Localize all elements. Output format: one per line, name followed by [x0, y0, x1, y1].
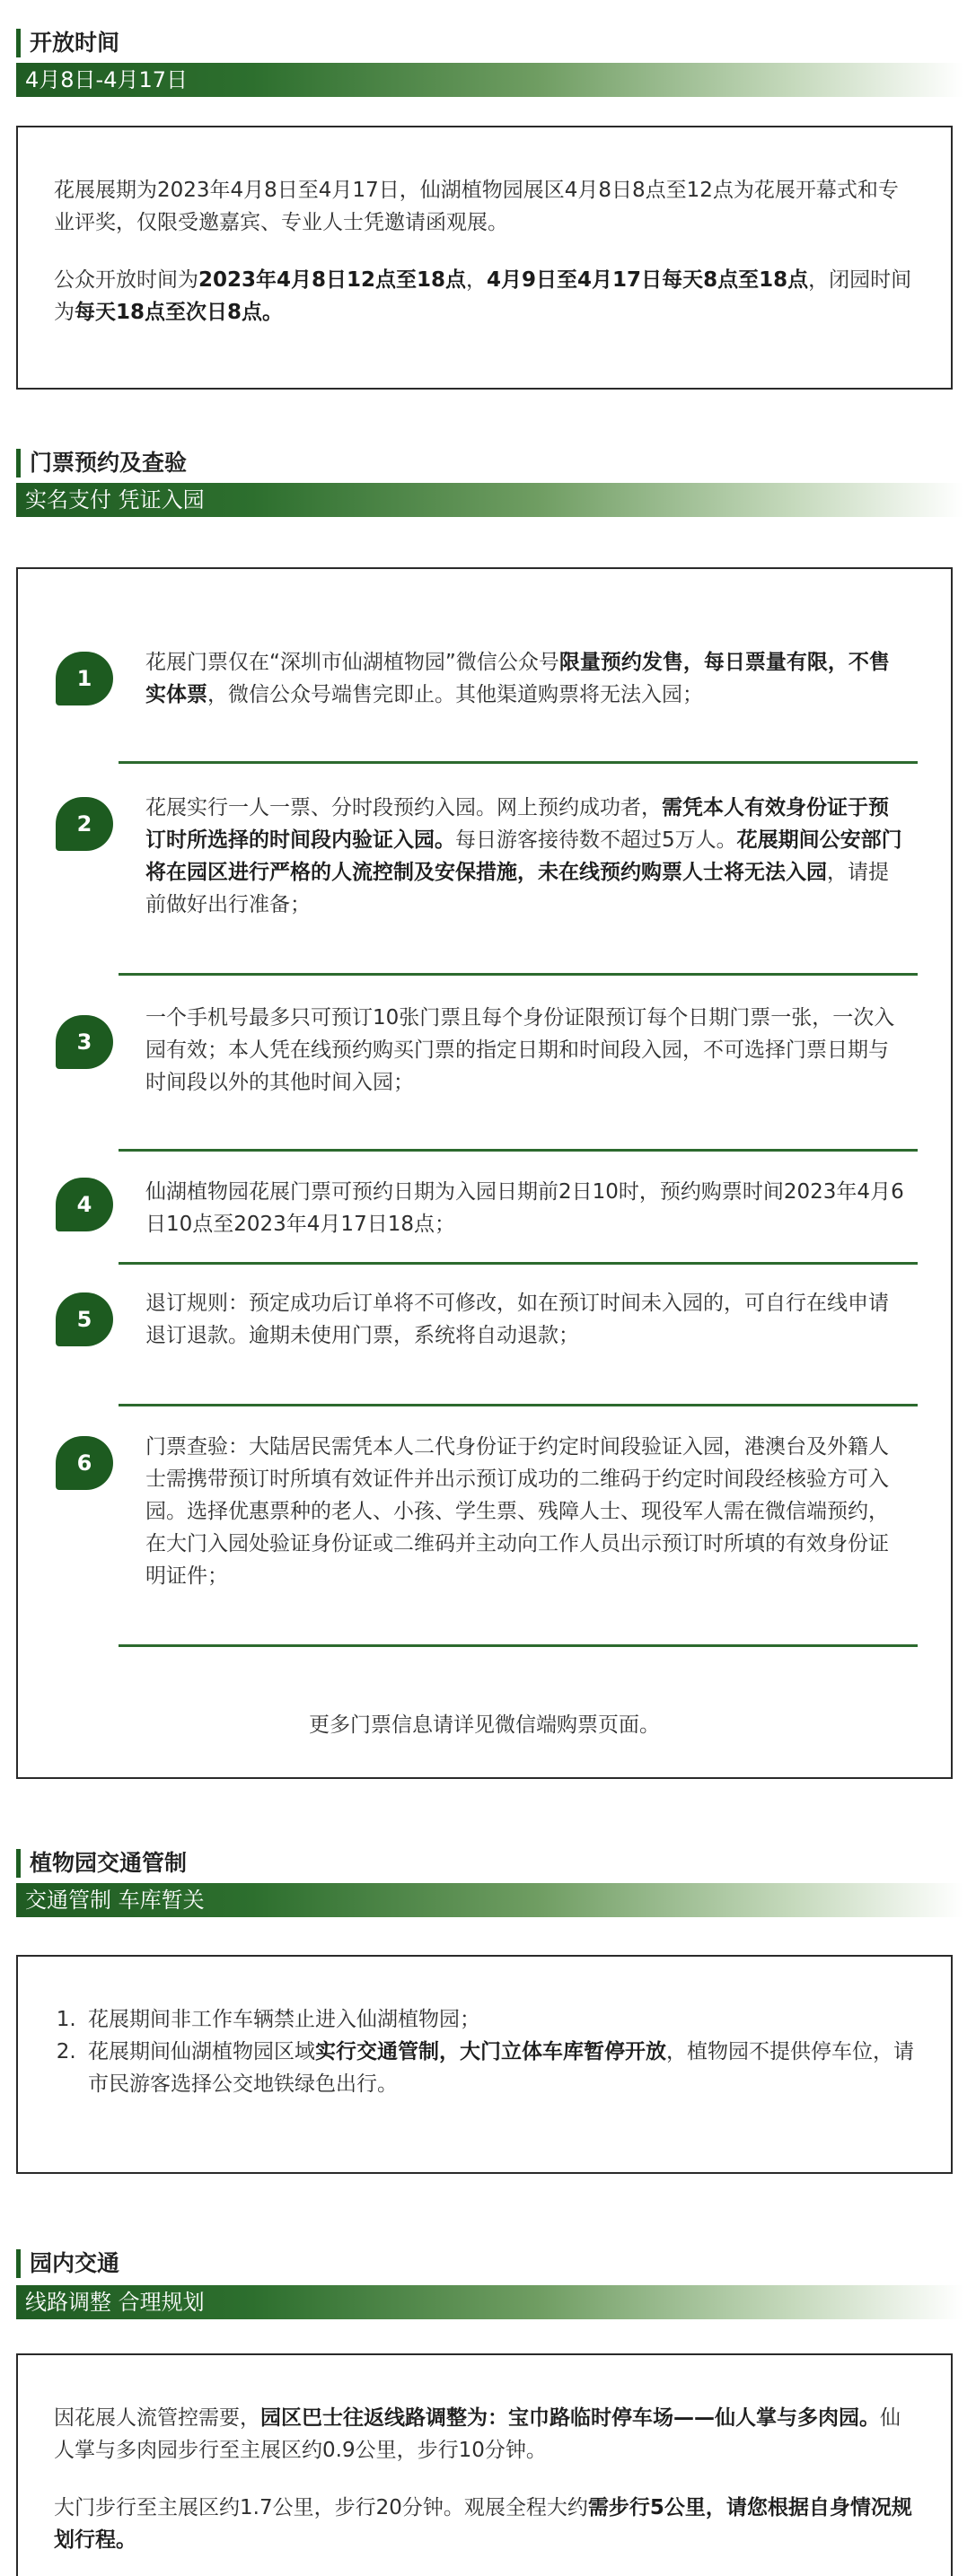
bold-text: 园区巴士往返线路调整为：宝巾路临时停车场——仙人掌与多肉园。 — [260, 2406, 880, 2430]
rule-text: 一个手机号最多只可预订10张门票且每个身份证限预订每个日期门票一张，一次入园有效；本人凭在线预约购买门票的指定日期和时间段入园，不可选择门票日期与时间段以外的其他时间入园； — [145, 1006, 895, 1094]
list-item: 1. 花展期间非工作车辆禁止进入仙湖植物园； — [83, 2003, 915, 2036]
text: 每日游客接待数不超过5万人。 — [455, 828, 737, 852]
opening-box — [16, 126, 953, 390]
text: 花展门票仅在“深圳市仙湖植物园”微信公众号 — [145, 651, 559, 674]
divider — [119, 1404, 918, 1406]
divider — [119, 1149, 918, 1152]
opening-paragraph-2 — [54, 264, 915, 329]
opening-paragraph-1: 花展展期为2023年4月8日至4月17日，仙湖植物园展区4月8日8点至12点为花展开幕式和专业评奖，仅限受邀嘉宾、专业人士凭邀请函观展。 — [54, 179, 899, 234]
inner-paragraph-1 — [54, 2402, 915, 2466]
divider — [119, 1262, 918, 1265]
divider — [119, 973, 918, 976]
section-title-inner: 园内交通 — [16, 2249, 963, 2278]
bold-text: 4月9日至4月17日每天8点至18点 — [487, 268, 809, 292]
section-title-traffic: 植物园交通管制 — [16, 1849, 963, 1878]
section-band-opening: 4月8日-4月17日 — [16, 63, 963, 97]
section-title-tickets: 门票预约及查验 — [16, 449, 963, 478]
text: 公众开放时间为 — [54, 268, 198, 292]
number-badge: 3 — [56, 1015, 113, 1069]
text: 因花展人流管控需要， — [54, 2406, 260, 2430]
number-badge: 5 — [56, 1292, 113, 1346]
list-item — [83, 2036, 915, 2100]
text: ，闭园时间为 — [54, 268, 912, 324]
tickets-footer-note: 更多门票信息请详见微信端购票页面。 — [309, 1713, 660, 1737]
bold-text: 实行交通管制，大门立体车库暂停开放 — [315, 2040, 666, 2063]
text: ， — [466, 268, 488, 292]
section-band-traffic: 交通管制 车库暂关 — [16, 1883, 963, 1917]
rule-text: 仙湖植物园花展门票可预约日期为入园日期前2日10时，预约购票时间2023年4月6日10点至2023年4月17日18点； — [145, 1180, 904, 1236]
rule-text: 门票查验：大陆居民需凭本人二代身份证于约定时间段验证入园，港澳台及外籍人士需携带预订时所填有效证件并出示预订成功的二维码于约定时间段经核验方可入园。选择优惠票种的老人、小孩、学生票、残障人士、现役军人需在微信端预约，在大门入园处验证身份证或二维码并主动向工作人员出示预订时所填的有效身份证明证件； — [145, 1435, 889, 1588]
text: 大门步行至主展区约1.7公里，步行20分钟。观展全程大约 — [54, 2496, 588, 2519]
text: ，微信公众号端售完即止。其他渠道购票将无法入园； — [207, 683, 703, 706]
section-band-inner: 线路调整 合理规划 — [16, 2285, 963, 2319]
bold-text: 限量预约发售，每日票量有限，不售实体票 — [145, 651, 890, 706]
bold-text: 2023年4月8日12点至18点 — [198, 268, 467, 292]
number-badge: 6 — [56, 1436, 113, 1490]
number-badge: 1 — [56, 652, 113, 705]
bold-text: 花展期间公安部门将在园区进行严格的人流控制及安保措施，未在线预约购票人士将无法入园 — [145, 828, 902, 884]
tickets-box — [16, 567, 953, 1779]
bold-text: 每天18点至次日8点。 — [75, 301, 284, 324]
section-band-tickets: 实名支付 凭证入园 — [16, 483, 963, 517]
number-badge: 2 — [56, 797, 113, 851]
inner-box — [16, 2353, 953, 2576]
inner-paragraph-2 — [54, 2492, 915, 2556]
text: 仙人掌与多肉园步行至主展区约0.9公里，步行10分钟。 — [54, 2406, 901, 2462]
rule-text — [145, 646, 909, 711]
text: ，植物园不提供停车位，请市民游客选择公交地铁绿色出行。 — [88, 2040, 914, 2096]
traffic-list — [52, 2003, 915, 2100]
text: ，请提前做好出行准备； — [145, 861, 889, 916]
traffic-box — [16, 1955, 953, 2174]
section-title-opening: 开放时间 — [16, 29, 963, 57]
bold-text: 需凭本人有效身份证于预订时所选择的时间段内验证入园。 — [145, 796, 889, 852]
divider — [119, 761, 918, 764]
text: 花展实行一人一票、分时段预约入园。网上预约成功者， — [145, 796, 662, 819]
text: 花展期间仙湖植物园区域 — [88, 2040, 315, 2063]
bold-text: 需步行5公里，请您根据自身情况规划行程。 — [54, 2496, 912, 2552]
rule-text: 退订规则：预定成功后订单将不可修改，如在预订时间未入园的，可自行在线申请退订退款。逾期未使用门票，系统将自动退款； — [145, 1292, 889, 1347]
rule-text — [145, 792, 909, 921]
number-badge: 4 — [56, 1178, 113, 1231]
divider — [119, 1644, 918, 1647]
